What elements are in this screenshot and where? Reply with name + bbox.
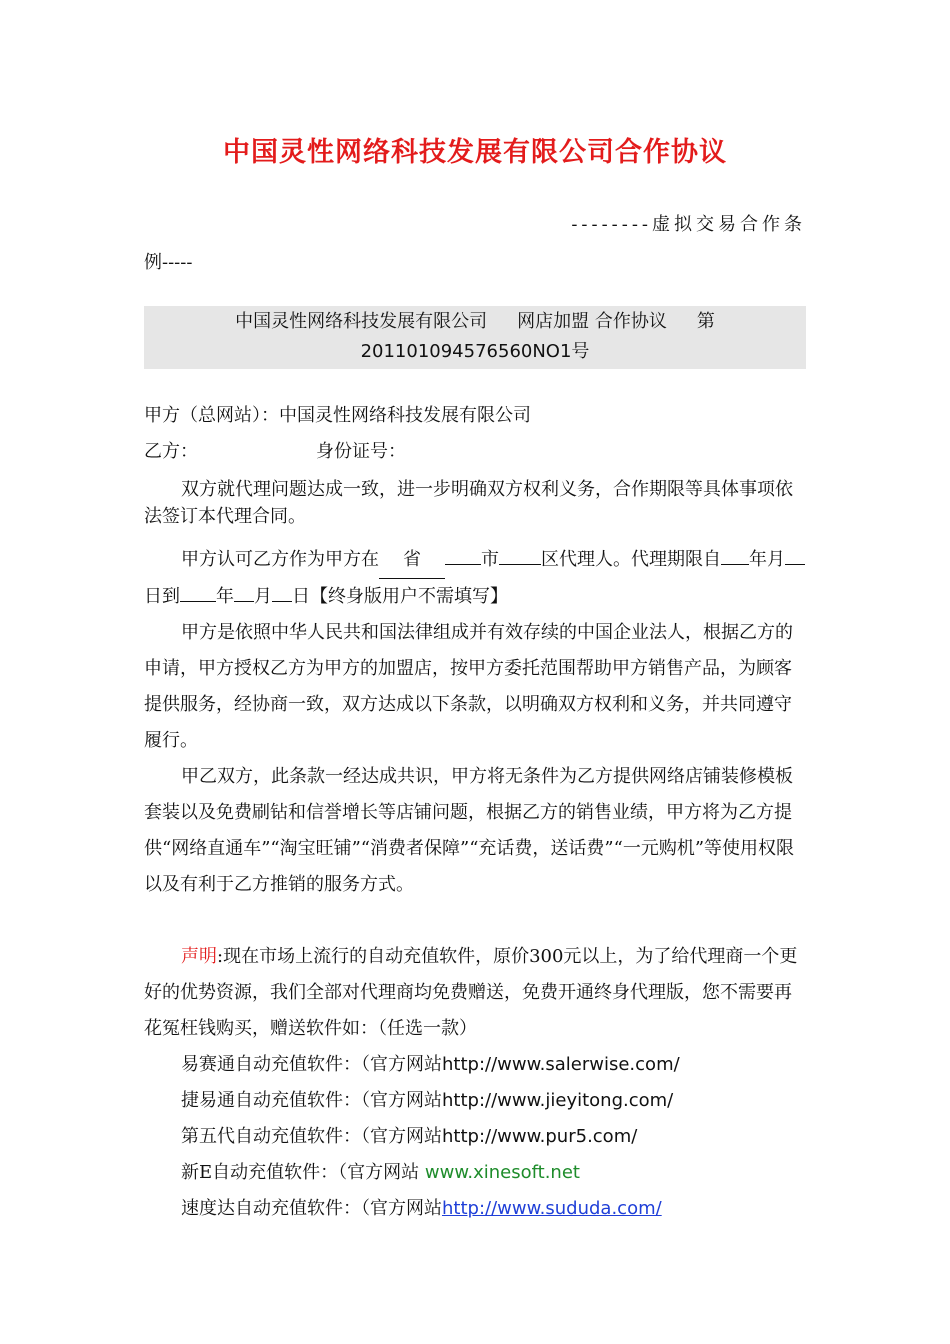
- paragraph-notice: [144, 939, 806, 1047]
- software-url: http://www.pur5.com/: [442, 1126, 638, 1147]
- agreement-body: [144, 398, 806, 1227]
- subtitle-line-1: --------虚拟交易合作条: [571, 214, 806, 235]
- paragraph-services: 甲乙双方，此条款一经达成共识，甲方将无条件为乙方提供网络店铺装修模板套装以及免费刷钻和信誉增长等店铺问题，根据乙方的销售业绩，甲方将为乙方提供“网络直通车”“淘宝旺铺”“消费者保障”“充话费，送话费”“一元购机”等使用权限以及有利于乙方推销的服务方式。: [144, 766, 795, 895]
- document-title: 中国灵性网络科技发展有限公司合作协议: [223, 137, 727, 168]
- agreement-banner: [144, 306, 806, 369]
- id-number-label: 身份证号：: [316, 441, 406, 462]
- banner-type: 网店加盟 合作协议: [517, 311, 667, 332]
- software-item: 速度达自动充值软件：（官方网站http://www.sududa.com/: [181, 1198, 662, 1219]
- software-url: http://www.jieyitong.com/: [442, 1090, 674, 1111]
- subtitle-line-2: 例-----: [144, 252, 193, 273]
- software-url: http://www.salerwise.com/: [442, 1054, 680, 1075]
- paragraph-authorization: 甲方是依照中华人民共和国法律组成并有效存续的中国企业法人，根据乙方的申请，甲方授权乙方为甲方的加盟店，按甲方委托范围帮助甲方销售产品，为顾客提供服务，经协商一致，双方达成以下条款，以明确双方权利和义务，并共同遵守履行。: [144, 622, 793, 751]
- software-item: 第五代自动充值软件：（官方网站http://www.pur5.com/: [181, 1126, 638, 1147]
- paragraph-region-term: 甲方认可乙方作为甲方在 省 市 区代理人。代理期限自 年月日到 年 月 日【终身版用户不需填写】: [144, 542, 806, 615]
- software-url-link[interactable]: http://www.sududa.com/: [442, 1198, 662, 1219]
- party-a: 甲方（总网站）：中国灵性网络科技发展有限公司: [144, 405, 531, 426]
- notice-text: :现在市场上流行的自动充值软件，原价300元以上，为了给代理商一个更好的优势资源，我们全部对代理商均免费赠送，免费开通终身代理版，您不需要再花冤枉钱购买，赠送软件如：（任选一款）: [144, 946, 798, 1039]
- banner-no-label: 第: [696, 311, 715, 332]
- party-b-line: [144, 434, 806, 470]
- banner-company: 中国灵性网络科技发展有限公司: [235, 311, 488, 332]
- paragraph-agreement: 双方就代理问题达成一致，进一步明确双方权利义务，合作期限等具体事项依法签订本代理合同。: [144, 479, 793, 527]
- software-item: 捷易通自动充值软件：（官方网站http://www.jieyitong.com/: [181, 1090, 674, 1111]
- banner-number: 201101094576560NO1号: [360, 341, 590, 362]
- party-b-label: 乙方：: [144, 441, 198, 462]
- software-url-link[interactable]: www.xinesoft.net: [424, 1162, 580, 1183]
- software-item: 易赛通自动充值软件：（官方网站http://www.salerwise.com/: [181, 1054, 680, 1075]
- notice-label: 声明: [181, 946, 217, 967]
- software-item: 新E自动充值软件：（官方网站 www.xinesoft.net: [181, 1162, 580, 1183]
